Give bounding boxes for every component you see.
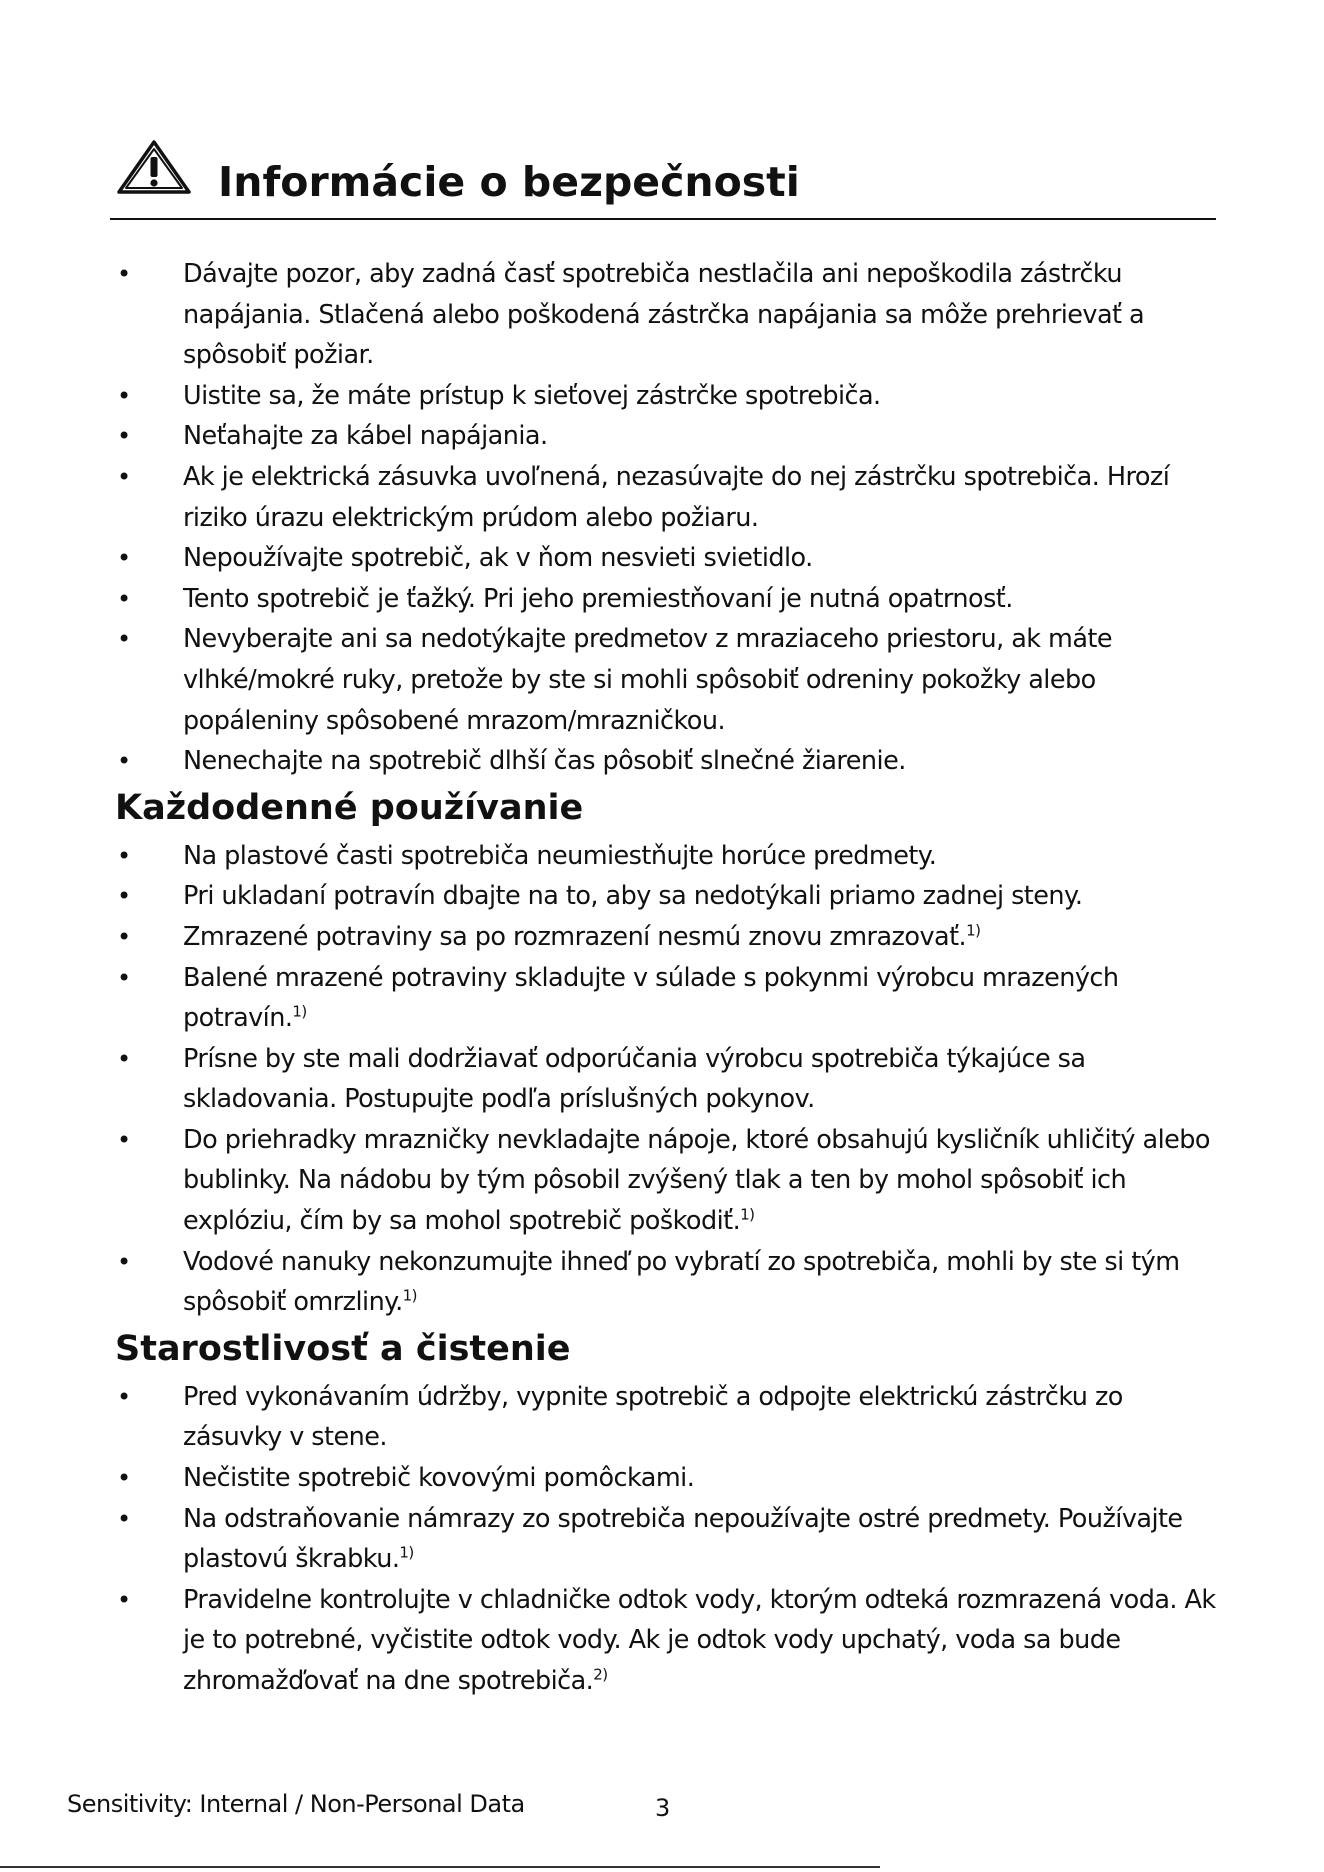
section-heading-care-cleaning: Starostlivosť a čistenie — [115, 1328, 571, 1369]
bullet-icon: • — [117, 1044, 131, 1073]
list-item: • Ak je elektrická zásuvka uvoľnená, nezasúvajte do nej zástrčku spotrebiča. Hrozí riziko úrazu elektrickým prúdom alebo požiaru. — [115, 457, 1225, 538]
bullet-icon: • — [117, 584, 131, 613]
bullet-icon: • — [117, 1464, 131, 1493]
list-item: • Dávajte pozor, aby zadná časť spotrebiča nestlačila ani nepoškodila zástrčku napájania. Stlačená alebo poškodená zástrčka napájania sa môže prehrievať a spôsobiť požiar. — [115, 254, 1225, 376]
title-divider — [110, 218, 1216, 220]
bullet-icon: • — [117, 462, 131, 491]
bullet-icon: • — [117, 1382, 131, 1411]
page-number: 3 — [655, 1794, 671, 1822]
footnote-marker: 1) — [399, 1543, 414, 1562]
bullet-icon: • — [117, 260, 131, 288]
bullet-icon: • — [117, 922, 131, 951]
care-cleaning-list — [115, 1377, 1225, 1702]
list-item: • Vodové nanuky nekonzumujte ihneď po vybratí zo spotrebiča, mohli by ste si tým spôsobiť omrzliny.$^{1)}$ — [115, 1242, 1225, 1323]
list-item: • Zmrazené potraviny sa po rozmrazení nesmú znovu zmrazovať.$^{1)}$ — [115, 917, 1225, 958]
list-item: • Na odstraňovanie námrazy zo spotrebiča nepoužívajte ostré predmety. Používajte plastovú škrabku.$^{1)}$ — [115, 1499, 1225, 1580]
footnote-marker: 2) — [593, 1665, 608, 1684]
section-heading-daily-use: Každodenné používanie — [115, 787, 584, 828]
footnote-marker: 1) — [740, 1205, 755, 1224]
list-item: • Nečistite spotrebič kovovými pomôckami. — [115, 1458, 1225, 1499]
list-item: • Tento spotrebič je ťažký. Pri jeho premiestňovaní je nutná opatrnosť. — [115, 579, 1225, 620]
list-item: • Pravidelne kontrolujte v chladničke odtok vody, ktorým odteká rozmrazená voda. Ak je to potrebné, vyčistite odtok vody. Ak je odtok vody upchatý, voda sa bude zhromažďovať na dne spotrebiča.$^{2)}$ — [115, 1580, 1225, 1702]
content — [115, 254, 1225, 1702]
list-item: • Nevyberajte ani sa nedotýkajte predmetov z mraziaceho priestoru, ak máte vlhké/mokré ruky, pretože by ste si mohli spôsobiť odreniny pokožky alebo popáleniny spôsobené mrazom/mrazničkou. — [115, 619, 1225, 741]
list-item: • Pri ukladaní potravín dbajte na to, aby sa nedotýkali priamo zadnej steny. — [115, 876, 1225, 917]
list-item: • Do priehradky mrazničky nevkladajte nápoje, ktoré obsahujú kysličník uhličitý alebo bublinky. Na nádobu by tým pôsobil zvýšený tlak a ten by mohol spôsobiť ich explóziu, čím by sa mohol spotrebič poškodiť.$^{1)}$ — [115, 1120, 1225, 1242]
bullet-icon: • — [117, 747, 131, 776]
list-item: • Uistite sa, že máte prístup k sieťovej zástrčke spotrebiča. — [115, 376, 1225, 417]
list-item: • Nenechajte na spotrebič dlhší čas pôsobiť slnečné žiarenie. — [115, 741, 1225, 782]
warning-triangle-icon — [116, 138, 192, 196]
bullet-icon: • — [117, 1504, 131, 1533]
bullet-icon: • — [117, 1125, 131, 1154]
bullet-icon: • — [117, 1585, 131, 1614]
list-item: • Balené mrazené potraviny skladujte v súlade s pokynmi výrobcu mrazených potravín.$^{1)}$ — [115, 958, 1225, 1039]
bullet-icon: • — [117, 381, 131, 410]
bullet-icon: • — [117, 625, 131, 654]
footnote-marker: 1) — [402, 1286, 417, 1305]
safety-list — [115, 254, 1225, 782]
sensitivity-label: Sensitivity: Internal / Non-Personal Data — [67, 1790, 525, 1818]
list-item: • Pred vykonávaním údržby, vypnite spotrebič a odpojte elektrickú zástrčku zo zásuvky v stene. — [115, 1377, 1225, 1458]
page-header — [110, 138, 1214, 220]
bullet-icon: • — [117, 1247, 131, 1276]
footnote-marker: 1) — [292, 1002, 307, 1021]
bullet-icon: • — [117, 963, 131, 992]
bullet-icon: • — [117, 544, 131, 573]
bullet-icon: • — [117, 422, 131, 451]
list-item: • Na plastové časti spotrebiča neumiestňujte horúce predmety. — [115, 836, 1225, 877]
list-item: • Neťahajte za kábel napájania. — [115, 416, 1225, 457]
daily-use-list — [115, 836, 1225, 1323]
footnote-marker: 1) — [966, 921, 981, 940]
list-item: • Prísne by ste mali dodržiavať odporúčania výrobcu spotrebiča týkajúce sa skladovania. Postupujte podľa príslušných pokynov. — [115, 1039, 1225, 1120]
bullet-icon: • — [117, 841, 131, 870]
list-item: • Nepoužívajte spotrebič, ak v ňom nesvieti svietidlo. — [115, 538, 1225, 579]
footer-divider — [0, 1866, 880, 1868]
bullet-icon: • — [117, 882, 131, 911]
page-title: Informácie o bezpečnosti — [218, 158, 800, 206]
